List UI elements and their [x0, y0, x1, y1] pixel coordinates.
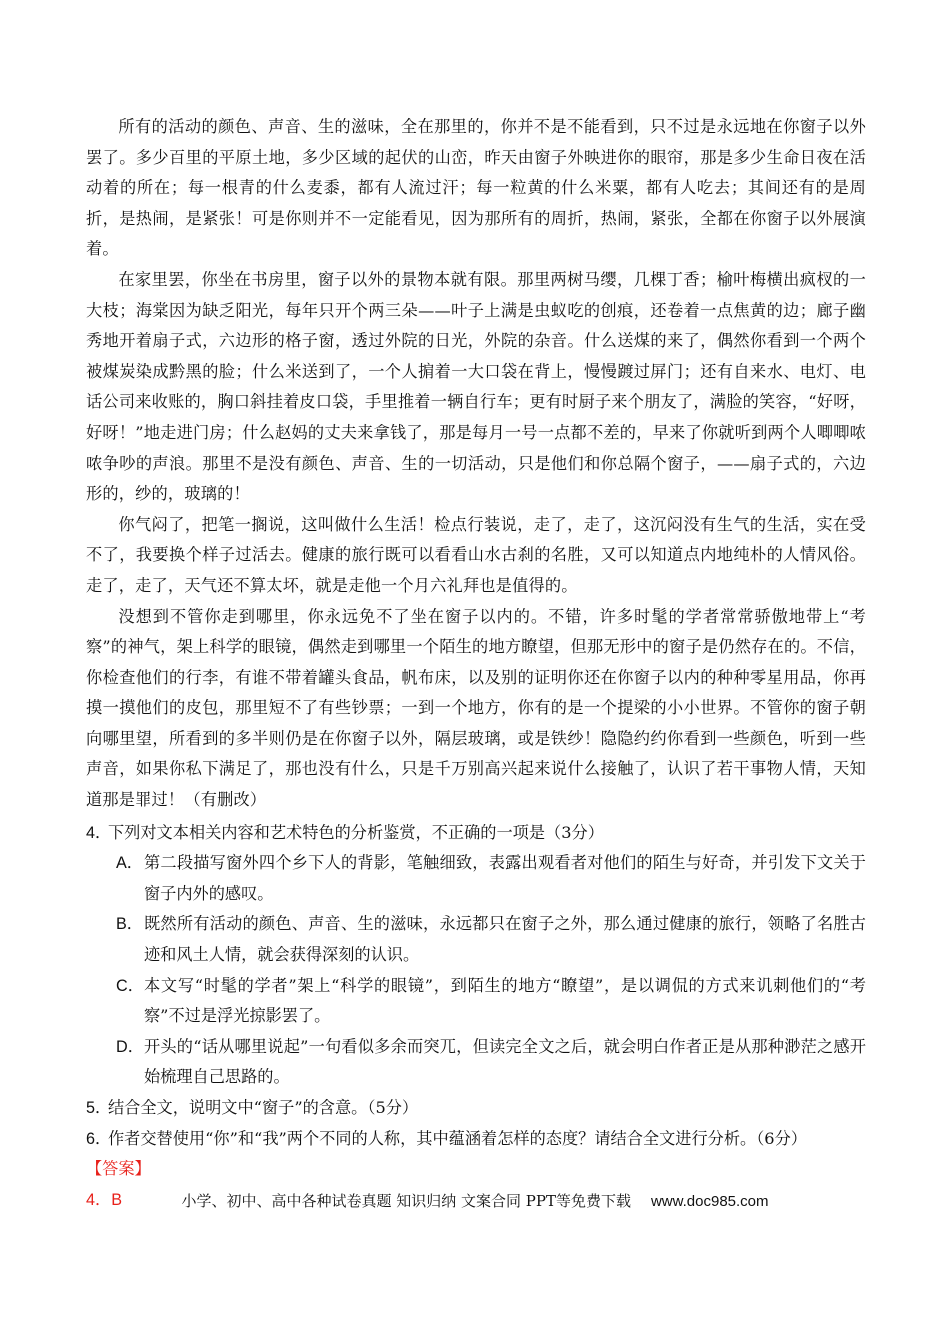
option-b-letter: B．: [116, 915, 143, 934]
option-b-text: 既然所有活动的颜色、声音、生的滋味，永远都只在窗子之外，那么通过健康的旅行，领略了名胜古迹和风土人情，就会获得深刻的认识。: [144, 914, 866, 965]
footer-text: 小学、初中、高中各种试卷真题 知识归纳 文案合同 PPT等免费下载: [181, 1192, 631, 1210]
question-6-number: 6．: [86, 1129, 112, 1148]
footer-site-link[interactable]: www.doc985.com: [650, 1193, 769, 1210]
question-4-option-a: [86, 848, 866, 909]
option-d-letter: D．: [116, 1037, 144, 1056]
question-4-option-b: [86, 909, 866, 970]
question-5: [86, 1093, 866, 1124]
option-a-text: 第二段描写窗外四个乡下人的背影，笔触细致，表露出观看者对他们的陌生与好奇，并引发下文关于窗子内外的感叹。: [144, 853, 866, 903]
option-a-letter: A．: [116, 854, 143, 873]
passage-paragraph-2: 在家里罢，你坐在书房里，窗子以外的景物本就有限。那里两树马缨，几棵丁香；榆叶梅横出疯杈的一大枝；海棠因为缺乏阳光，每年只开个两三朵——叶子上满是虫蚁吃的创痕，还卷着一点焦黄的边；廊子幽秀地开着扇子式，六边形的格子窗，透过外院的日光，外院的杂音。什么送煤的来了，偶然你看到一个两个被煤炭染成黔黑的脸；什么米送到了，一个人掮着一大口袋在背上，慢慢踱过屏门；还有自来水、电灯、电话公司来收账的，胸口斜挂着皮口袋，手里推着一辆自行车；更有时厨子来个朋友了，满脸的笑容，“好呀，好呀！”地走进门房；什么赵妈的丈夫来拿钱了，那是每月一号一点都不差的，早来了你就听到两个人唧唧哝哝争吵的声浪。那里不是没有颜色、声音、生的一切活动，只是他们和你总隔个窗子，——扇子式的，六边形的，纱的，玻璃的！: [86, 269, 866, 504]
question-4-option-c: [86, 971, 866, 1032]
passage-paragraph-1: 所有的活动的颜色、声音、生的滋味，全在那里的，你并不是不能看到，只不过是永远地在你窗子以外罢了。多少百里的平原土地，多少区域的起伏的山峦，昨天由窗子外映进你的眼帘，那是多少生命日夜在活动着的所在；每一根青的什么麦黍，都有人流过汗；每一粒黄的什么米粟，都有人吃去；其间还有的是周折，是热闹，是紧张！可是你则并不一定能看见，因为那所有的周折，热闹，紧张，全都在你窗子以外展演着。: [86, 117, 866, 259]
passage-paragraph-4: 没想到不管你走到哪里，你永远免不了坐在窗子以内的。不错，许多时髦的学者常常骄傲地带上“考察”的神气，架上科学的眼镜，偶然走到哪里一个陌生的地方瞭望，但那无形中的窗子是仍然存在的。不信，你检查他们的行李，有谁不带着罐头食品，帆布床，以及别的证明你还在你窗子以内的种种零星用品，你再摸一摸他们的皮包，那里短不了有些钞票；一到一个地方，你有的是一个提梁的小小世界。不管你的窗子朝向哪里望，所看到的多半则仍是在你窗子以外，隔层玻璃，或是铁纱！隐隐约约你看到一些颜色，听到一些声音，如果你私下满足了，那也没有什么，只是千万别高兴起来说什么接触了，认识了若干事物人情，天知道那是罪过！（有删改）: [86, 606, 866, 810]
option-c-letter: C．: [116, 976, 144, 995]
document-page: [86, 112, 866, 1215]
question-4-option-d: [86, 1032, 866, 1093]
answer-value: 4．B: [86, 1190, 122, 1209]
question-4-text: 下列对文本相关内容和艺术特色的分析鉴赏，不正确的一项是（3分）: [108, 822, 604, 842]
answer-heading: 【答案】: [86, 1159, 151, 1179]
option-c-text: 本文写“时髦的学者”架上“科学的眼镜”，到陌生的地方“瞭望”，是以调侃的方式来讥刺他们的“考察”不过是浮光掠影罢了。: [144, 975, 866, 1026]
reading-passage: [86, 112, 866, 816]
question-6: [86, 1124, 866, 1155]
question-4: [86, 818, 866, 849]
question-6-text: 作者交替使用“你”和“我”两个不同的人称，其中蕴涵着怎样的态度？请结合全文进行分析。（6分）: [108, 1128, 807, 1148]
option-d-text: 开头的“话从哪里说起”一句看似多余而突兀，但读完全文之后，就会明白作者正是从那种渺茫之感开始梳理自己思路的。: [144, 1036, 866, 1087]
question-4-number: 4．: [86, 823, 112, 842]
question-5-text: 结合全文，说明文中“窗子”的含意。（5分）: [108, 1098, 419, 1117]
question-5-number: 5．: [86, 1099, 112, 1117]
page-footer: [0, 1190, 950, 1211]
passage-paragraph-3: 你气闷了，把笔一搁说，这叫做什么生活！检点行装说，走了，走了，这沉闷没有生气的生活，实在受不了，我要换个样子过活去。健康的旅行既可以看看山水古刹的名胜，又可以知道点内地纯朴的人情风俗。走了，走了，天气还不算太坏，就是走他一个月六礼拜也是值得的。: [86, 514, 866, 595]
